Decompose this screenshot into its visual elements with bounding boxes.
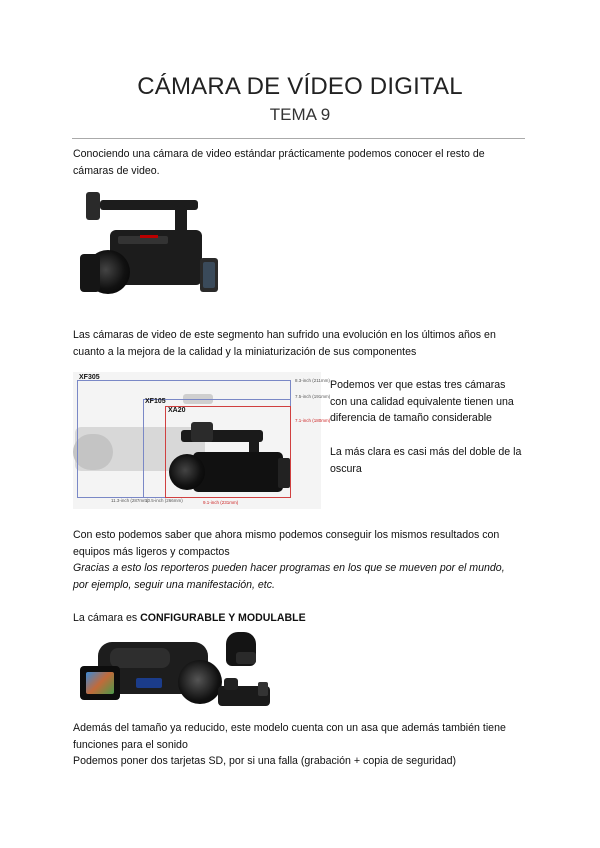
- page-title: CÁMARA DE VÍDEO DIGITAL: [137, 73, 463, 100]
- note-1-line-3: diferencia de tamaño considerable: [330, 412, 492, 424]
- camera-size-comparison-figure: [73, 372, 331, 509]
- dim-height-xa20: 7.1-inch (180mm): [295, 418, 331, 423]
- closing-paragraph: [73, 720, 528, 770]
- intro-paragraph: [73, 146, 528, 179]
- evolution-line-1: Las cámaras de video de este segmento han sufrido una evolución en los últimos años en: [73, 329, 496, 341]
- closing-line-1: Además del tamaño ya reducido, este modelo cuenta con un asa que además también tiene: [73, 722, 506, 734]
- dim-width-xa20: 9.1-inch (231mm): [203, 500, 239, 505]
- title-divider: [72, 138, 525, 139]
- dim-height-xf105: 7.5-inch (191mm): [295, 394, 331, 399]
- camcorder-image: [80, 188, 220, 303]
- label-xa20: XA20: [168, 407, 186, 414]
- comparison-note-1: [330, 377, 530, 427]
- configurable-bold: CONFIGURABLE Y MODULABLE: [140, 612, 306, 624]
- evolution-paragraph: [73, 327, 528, 360]
- note-2-line-1: La más clara es casi más del doble de la: [330, 446, 522, 458]
- label-xf305: XF305: [79, 374, 100, 381]
- comparison-note-2: [330, 444, 530, 477]
- results-paragraph: [73, 527, 528, 593]
- results-italic-line-2: por ejemplo, seguir una manifestación, etc.: [73, 578, 275, 591]
- dim-width-xf305: 11.3-inch (287mm): [111, 498, 149, 503]
- configurable-prefix: La cámara es: [73, 612, 141, 624]
- results-line-2: equipos más ligeros y compactos: [73, 545, 230, 558]
- note-2-line-2: oscura: [330, 462, 362, 475]
- evolution-line-2: cuanto a la mejora de la calidad y la miniaturización de sus componentes: [73, 345, 417, 358]
- intro-line-1: Conociendo una cámara de video estándar prácticamente podemos conocer el resto de: [73, 148, 485, 160]
- note-1-line-1: Podemos ver que estas tres cámaras: [330, 379, 506, 391]
- results-italic-line-1: Gracias a esto los reporteros pueden hacer programas en los que se mueven por el mundo,: [73, 562, 505, 574]
- label-xf105: XF105: [145, 398, 166, 405]
- intro-line-2: cámaras de video.: [73, 164, 160, 177]
- dim-height-xf305: 8.3-inch (211mm): [295, 378, 330, 383]
- modular-camcorder-image: [78, 630, 278, 715]
- closing-line-3: Podemos poner dos tarjetas SD, por si una falla (grabación + copia de seguridad): [73, 755, 457, 767]
- configurable-heading: [73, 610, 528, 627]
- dim-width-xf105: 10.5-inch (266mm): [145, 498, 183, 503]
- note-1-line-2: con una calidad equivalente tienen una: [330, 395, 514, 408]
- closing-line-2: funciones para el sonido: [73, 738, 188, 751]
- results-line-1: Con esto podemos saber que ahora mismo podemos conseguir los mismos resultados con: [73, 529, 500, 541]
- page-subtitle: TEMA 9: [269, 105, 331, 124]
